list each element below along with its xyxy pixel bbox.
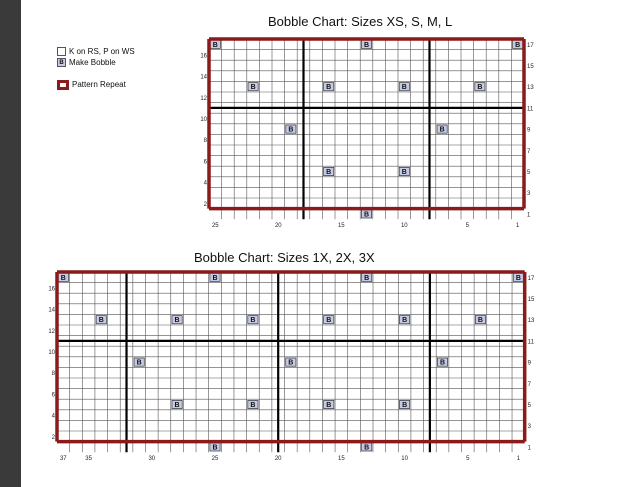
chart-title-xs-l: Bobble Chart: Sizes XS, S, M, L — [268, 14, 453, 29]
stitch-label: 10 — [400, 223, 408, 230]
row-label-right: 9 — [527, 127, 531, 134]
stitch-label: 5 — [465, 223, 469, 230]
row-label-left: 2 — [51, 434, 55, 441]
bobble-symbol: B — [326, 402, 332, 409]
row-label-left: 4 — [51, 413, 55, 420]
row-label-right: 5 — [527, 170, 531, 176]
bobble-symbol: B — [250, 84, 256, 92]
row-label-right: 9 — [527, 360, 532, 367]
legend-bobble-label: Make Bobble — [69, 58, 116, 67]
row-label-right: 5 — [527, 403, 532, 409]
row-label-left: 12 — [48, 328, 55, 335]
row-label-right: 3 — [527, 191, 531, 198]
row-label-left: 8 — [51, 371, 55, 378]
bobble-symbol: B — [174, 317, 180, 325]
row-label-right: 7 — [527, 381, 532, 388]
chart-title-1x-3x: Bobble Chart: Sizes 1X, 2X, 3X — [194, 250, 375, 265]
bobble-symbol: B — [98, 317, 104, 325]
bobble-symbol: B — [515, 41, 521, 49]
bobble-symbol: B — [326, 84, 332, 92]
row-label-left: 16 — [48, 286, 55, 293]
bobble-symbol: B — [477, 84, 483, 92]
bobble-symbol: B — [402, 402, 408, 409]
bobble-symbol: B — [212, 41, 218, 49]
stitch-label: 1 — [516, 456, 521, 463]
stitch-label: 25 — [211, 456, 219, 463]
bobble-symbol: B — [288, 126, 294, 134]
row-label-left: 10 — [48, 350, 55, 356]
row-label-right: 11 — [527, 339, 534, 346]
row-label-left: 4 — [203, 180, 207, 187]
bobble-symbol: B — [250, 402, 256, 409]
legend-pattern-repeat-label: Pattern Repeat — [72, 80, 126, 89]
bobble-symbol: B — [136, 359, 142, 367]
bobble-symbol: B — [439, 359, 446, 367]
row-label-left: 2 — [203, 201, 207, 208]
row-label-left: 14 — [200, 74, 207, 81]
stitch-label: 30 — [148, 456, 156, 463]
row-label-right: 11 — [527, 106, 534, 113]
stitch-label: 15 — [337, 223, 345, 230]
row-label-left: 12 — [200, 95, 207, 102]
bobble-symbol: B — [174, 402, 180, 409]
row-label-right: 7 — [527, 148, 531, 155]
row-label-right: 1 — [527, 445, 532, 452]
bobble-symbol: B — [364, 274, 370, 282]
row-label-right: 17 — [527, 42, 534, 49]
row-label-left: 14 — [48, 307, 55, 314]
row-label-left: 6 — [51, 392, 55, 399]
bobble-symbol: B — [477, 317, 483, 325]
stitch-label: 35 — [85, 456, 92, 463]
bobble-symbol: B — [515, 274, 521, 282]
row-label-left: 8 — [203, 138, 207, 145]
bobble-symbol: B — [401, 169, 407, 176]
row-label-right: 13 — [527, 318, 535, 325]
bobble-symbol: B — [402, 317, 408, 325]
stitch-label: 15 — [338, 456, 345, 463]
bobble-symbol: B — [401, 84, 407, 92]
bobble-square-icon: B — [57, 58, 66, 67]
stitch-label: 1 — [516, 223, 520, 230]
bobble-symbol: B — [364, 444, 370, 452]
legend-knit-purl-label: K on RS, P on WS — [69, 47, 135, 56]
row-label-left: 6 — [203, 159, 207, 166]
row-label-right: 3 — [527, 424, 532, 431]
bobble-symbol: B — [326, 317, 332, 325]
stitch-label: 25 — [211, 223, 219, 230]
row-label-right: 15 — [527, 64, 534, 70]
stitch-label: 10 — [401, 456, 408, 463]
row-label-right: 13 — [527, 85, 534, 92]
row-label-right: 15 — [527, 297, 535, 303]
row-label-right: 17 — [527, 275, 535, 282]
bobble-symbol: B — [363, 211, 370, 219]
bobble-symbol: B — [212, 274, 218, 282]
row-label-left: 16 — [200, 53, 207, 60]
row-label-left: 10 — [200, 117, 207, 123]
bobble-symbol: B — [288, 359, 294, 367]
bobble-symbol: B — [439, 126, 445, 134]
stitch-label: 20 — [274, 456, 282, 463]
bobble-symbol: B — [363, 41, 370, 49]
bobble-symbol: B — [326, 169, 332, 176]
bobble-symbol: B — [250, 317, 256, 325]
stitch-label: 5 — [466, 456, 470, 463]
bobble-symbol: B — [212, 444, 218, 452]
bobble-symbol: B — [60, 274, 66, 282]
stitch-label: 37 — [59, 456, 67, 463]
row-label-right: 1 — [527, 212, 531, 219]
stitch-label: 20 — [274, 223, 282, 230]
